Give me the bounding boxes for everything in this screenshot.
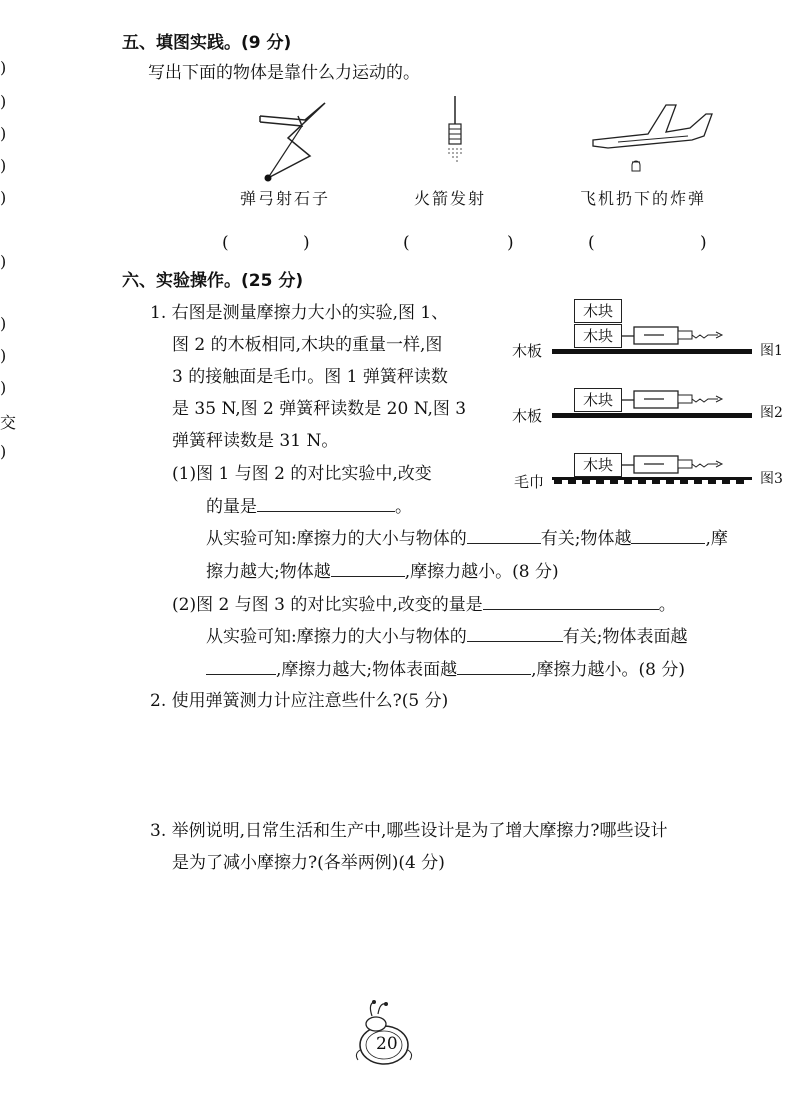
margin-paren: ) [0, 124, 7, 143]
margin-paren: ) [0, 252, 7, 271]
page-number: 20 [376, 1034, 398, 1054]
sub1-line3: 从实验可知:摩擦力的大小与物体的 有关;物体越 ,摩 [206, 529, 728, 549]
airplane-illustration [588, 100, 718, 182]
fig2-spring-scale [622, 388, 722, 412]
sub2-line3: ,摩擦力越大;物体表面越 ,摩擦力越小。(8 分) [206, 658, 685, 681]
section6-heading: 六、实验操作。(25 分) [122, 271, 304, 291]
sub1-line2: 的量是 。 [206, 497, 412, 517]
q1-line: 图 2 的木板相同,木块的重量一样,图 [172, 335, 443, 355]
fig1-block-top: 木块 [574, 299, 622, 323]
fig2-block: 木块 [574, 388, 622, 412]
fig3-towel-surface [552, 477, 752, 485]
sub2-line1: (2)图 2 与图 3 的对比实验中,改变的量是 。 [172, 595, 676, 615]
bomb-caption: 飞机扔下的炸弹 [580, 189, 707, 208]
answer-blank[interactable] [631, 527, 705, 544]
fig1-block-bottom: 木块 [574, 324, 622, 348]
sub1-line1: (1)图 1 与图 2 的对比实验中,改变 [172, 464, 432, 484]
answer-blank[interactable] [331, 560, 405, 577]
fig1-surface [552, 349, 752, 354]
margin-paren: ) [0, 156, 7, 175]
fig1-label: 图1 [760, 343, 783, 359]
fig3-block: 木块 [574, 453, 622, 477]
answer-blank[interactable] [257, 495, 395, 512]
answer-close-paren: ) [303, 233, 310, 253]
slingshot-illustration [250, 98, 340, 188]
fig3-label: 图3 [760, 471, 783, 487]
answer-blank[interactable] [467, 527, 541, 544]
answer-close-paren: ) [507, 233, 514, 253]
margin-paren: ) [0, 92, 7, 111]
answer-open-paren: ( [222, 233, 229, 253]
answer-blank[interactable] [483, 593, 659, 610]
answer-blank[interactable] [206, 658, 276, 675]
margin-fragment: 交 [0, 413, 17, 432]
q1-line: 是 35 N,图 2 弹簧秤读数是 20 N,图 3 [172, 399, 467, 419]
answer-open-paren: ( [403, 233, 410, 253]
answer-blank[interactable] [457, 658, 531, 675]
q1-line: 3 的接触面是毛巾。图 1 弹簧秤读数 [172, 367, 448, 387]
q3-line1: 3. 举例说明,日常生活和生产中,哪些设计是为了增大摩擦力?哪些设计 [150, 821, 668, 841]
answer-open-paren: ( [588, 233, 595, 253]
margin-paren: ) [0, 314, 7, 333]
margin-paren: ) [0, 58, 7, 77]
q2: 2. 使用弹簧测力计应注意些什么?(5 分) [150, 691, 449, 711]
rocket-illustration [440, 96, 470, 181]
q3-line2: 是为了减小摩擦力?(各举两例)(4 分) [172, 853, 445, 873]
fig3-spring-scale [622, 453, 722, 477]
margin-paren: ) [0, 378, 7, 397]
fig1-surface-label: 木板 [512, 342, 543, 360]
q1-line: 弹簧秤读数是 31 N。 [172, 431, 339, 451]
section5-instruction: 写出下面的物体是靠什么力运动的。 [148, 63, 420, 83]
answer-close-paren: ) [700, 233, 707, 253]
fig2-label: 图2 [760, 405, 783, 421]
margin-paren: ) [0, 442, 7, 461]
q1-line: 1. 右图是测量摩擦力大小的实验,图 1、 [150, 303, 449, 323]
margin-paren: ) [0, 188, 7, 207]
rocket-caption: 火箭发射 [414, 189, 487, 208]
sub1-line4: 擦力越大;物体越 ,摩擦力越小。(8 分) [206, 562, 559, 582]
section5-heading: 五、填图实践。(9 分) [122, 33, 292, 53]
slingshot-caption: 弹弓射石子 [240, 189, 331, 208]
margin-paren: ) [0, 346, 7, 365]
fig1-spring-scale [622, 324, 722, 348]
answer-blank[interactable] [467, 625, 563, 642]
fig3-surface-label: 毛巾 [514, 473, 545, 491]
fig2-surface [552, 413, 752, 418]
sub2-line2: 从实验可知:摩擦力的大小与物体的 有关;物体表面越 [206, 627, 688, 647]
fig2-surface-label: 木板 [512, 407, 543, 425]
